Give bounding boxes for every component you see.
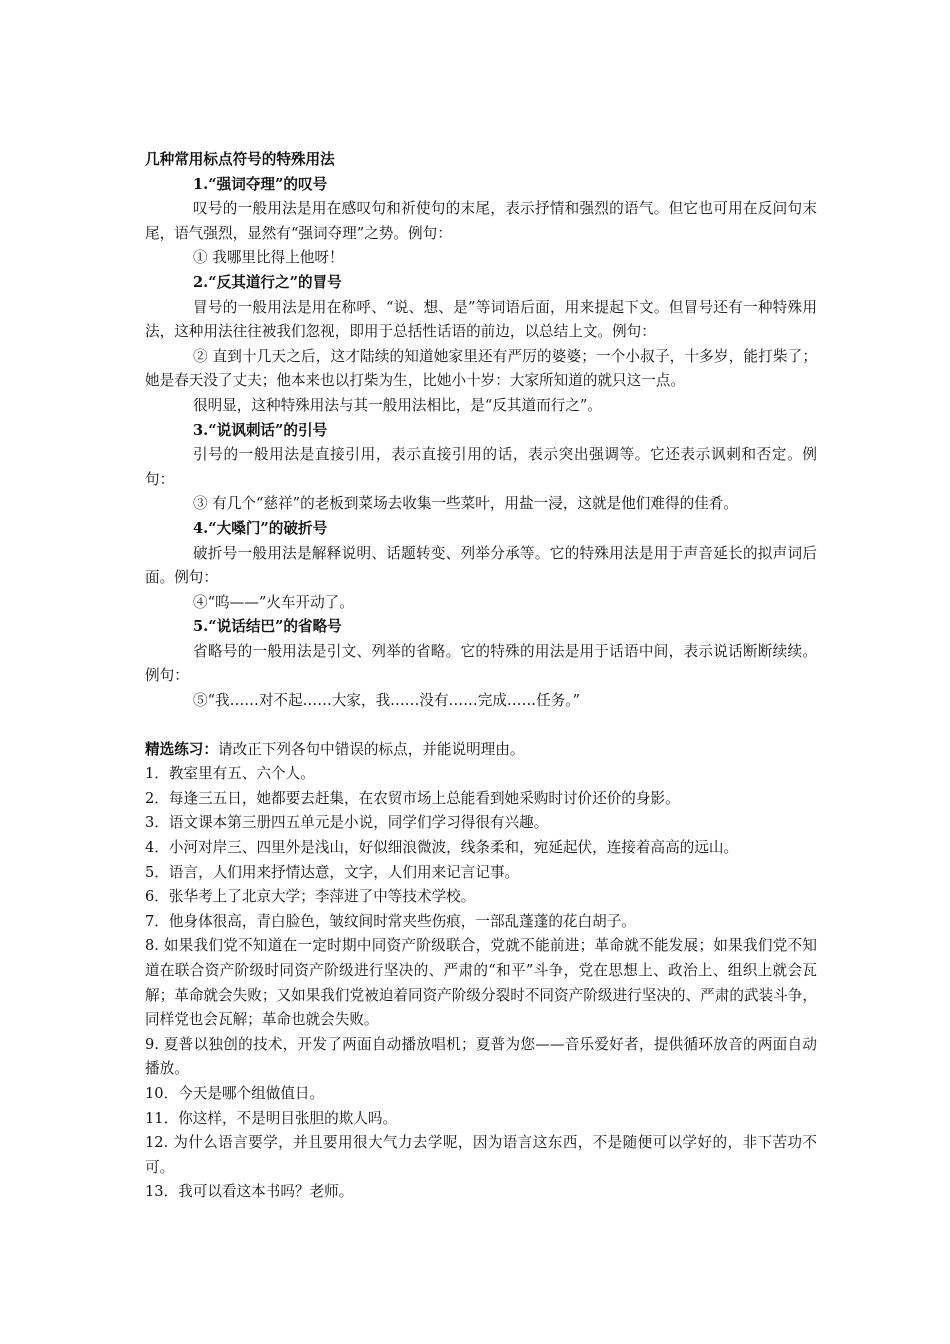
exercise-instruction: 请改正下列各句中错误的标点，并能说明理由。 xyxy=(217,740,525,758)
section-example-3: ③ 有几个“慈祥”的老板到菜场去收集一些菜叶，用盐一浸，这就是他们难得的佳肴。 xyxy=(193,495,738,513)
exercise-item: 3．语文课本第三册四五单元是小说，同学们学习得很有兴趣。 xyxy=(145,814,549,832)
section-heading-5: 5.“说话结巴”的省略号 xyxy=(193,618,342,636)
exercise-item: 4．小河对岸三、四里外是浅山，好似细浪微波，线条柔和，宛延起伏，连接着高高的远山。 xyxy=(145,839,739,857)
document-page xyxy=(145,148,817,1205)
exercise-item: 12. 为什么语言要学，并且要用很大气力去学呢，因为语言这东西，不是随便可以学好的，非下苦功不可。 xyxy=(145,1134,817,1176)
section-body-5: 省略号的一般用法是引文、列举的省略。它的特殊的用法是用于话语中间，表示说话断断续续。例句： xyxy=(145,642,817,685)
section-example-2: ② 直到十几天之后，这才陆续的知道她家里还有严厉的婆婆；一个小叔子，十多岁，能打柴了；她是春天没了丈夫；他本来也以打柴为生，比她小十岁：大家所知道的就只这一点。 xyxy=(145,347,817,390)
exercise-item: 9. 夏普以独创的技术，开发了两面自动播放唱机；夏普为您——音乐爱好者，提供循环放音的两面自动播放。 xyxy=(145,1035,817,1078)
exercise-item: 11．你这样，不是明目张胆的欺人吗。 xyxy=(145,1109,398,1127)
section-example-5: ⑤“我……对不起……大家，我……没有……完成……任务。” xyxy=(193,692,581,710)
spacer xyxy=(145,714,817,738)
section-body-1: 叹号的一般用法是用在感叹句和祈使句的末尾，表示抒情和强烈的语气。但它也可用在反问句末尾，语气强烈，显然有“强词夺理”之势。例句： xyxy=(145,200,817,242)
section-example-1: ① 我哪里比得上他呀！ xyxy=(193,249,344,267)
exercise-item: 6．张华考上了北京大学；李萍进了中等技术学校。 xyxy=(145,888,476,906)
section-heading-1: 1.“强词夺理”的叹号 xyxy=(193,175,328,193)
exercise-item: 2．每逢三五日，她都要去赶集，在农贸市场上总能看到她采购时讨价还价的身影。 xyxy=(145,789,680,807)
section-example-4: ④“呜——”火车开动了。 xyxy=(193,593,354,611)
exercise-item: 7．他身体很高，青白脸色，皱纹间时常夹些伤痕，一部乱蓬蓬的花白胡子。 xyxy=(145,912,636,930)
section-body-4: 破折号一般用法是解释说明、话题转变、列举分承等。它的特殊用法是用于声音延长的拟声词后面。例句： xyxy=(145,544,817,587)
section-body-2: 冒号的一般用法是用在称呼、“说、想、是”等词语后面，用来提起下文。但冒号还有一种特殊用法，这种用法往往被我们忽视，即用于总括性话语的前边，以总结上文。例句： xyxy=(145,298,817,341)
section-heading-3: 3.“说讽刺话”的引号 xyxy=(193,421,328,439)
exercise-item: 1．教室里有五、六个人。 xyxy=(145,765,315,783)
section-heading-2: 2.“反其道行之”的冒号 xyxy=(193,273,342,291)
document-title: 几种常用标点符号的特殊用法 xyxy=(145,151,335,168)
section-heading-4: 4.“大嗓门”的破折号 xyxy=(193,519,328,537)
exercise-item: 13．我可以看这本书吗？老师。 xyxy=(145,1183,354,1201)
section-body-3: 引号的一般用法是直接引用，表示直接引用的话，表示突出强调等。它还表示讽刺和否定。例句： xyxy=(145,446,817,488)
section-note-2: 很明显，这种特殊用法与其一般用法相比，是“反其道而行之”。 xyxy=(193,396,602,414)
exercise-item: 10．今天是哪个组做值日。 xyxy=(145,1084,325,1102)
exercise-header xyxy=(145,738,817,763)
exercise-item: 8. 如果我们党不知道在一定时期中同资产阶级联合，党就不能前进；革命就不能发展；如果我们党不知道在联合资产阶级时同资产阶级进行坚决的、严肃的“和平”斗争，党在思想上、政治上、组织上就会瓦解；革命就会失败；又如果我们党被迫着同资产阶级分裂时不同资产阶级进行坚决的、严肃的武装斗争，同样党也会瓦解；革命也就会失败。 xyxy=(145,937,817,1029)
exercise-item: 5．语言，人们用来抒情达意，文字，人们用来记言记事。 xyxy=(145,863,520,881)
exercise-label: 精选练习： xyxy=(145,740,218,758)
